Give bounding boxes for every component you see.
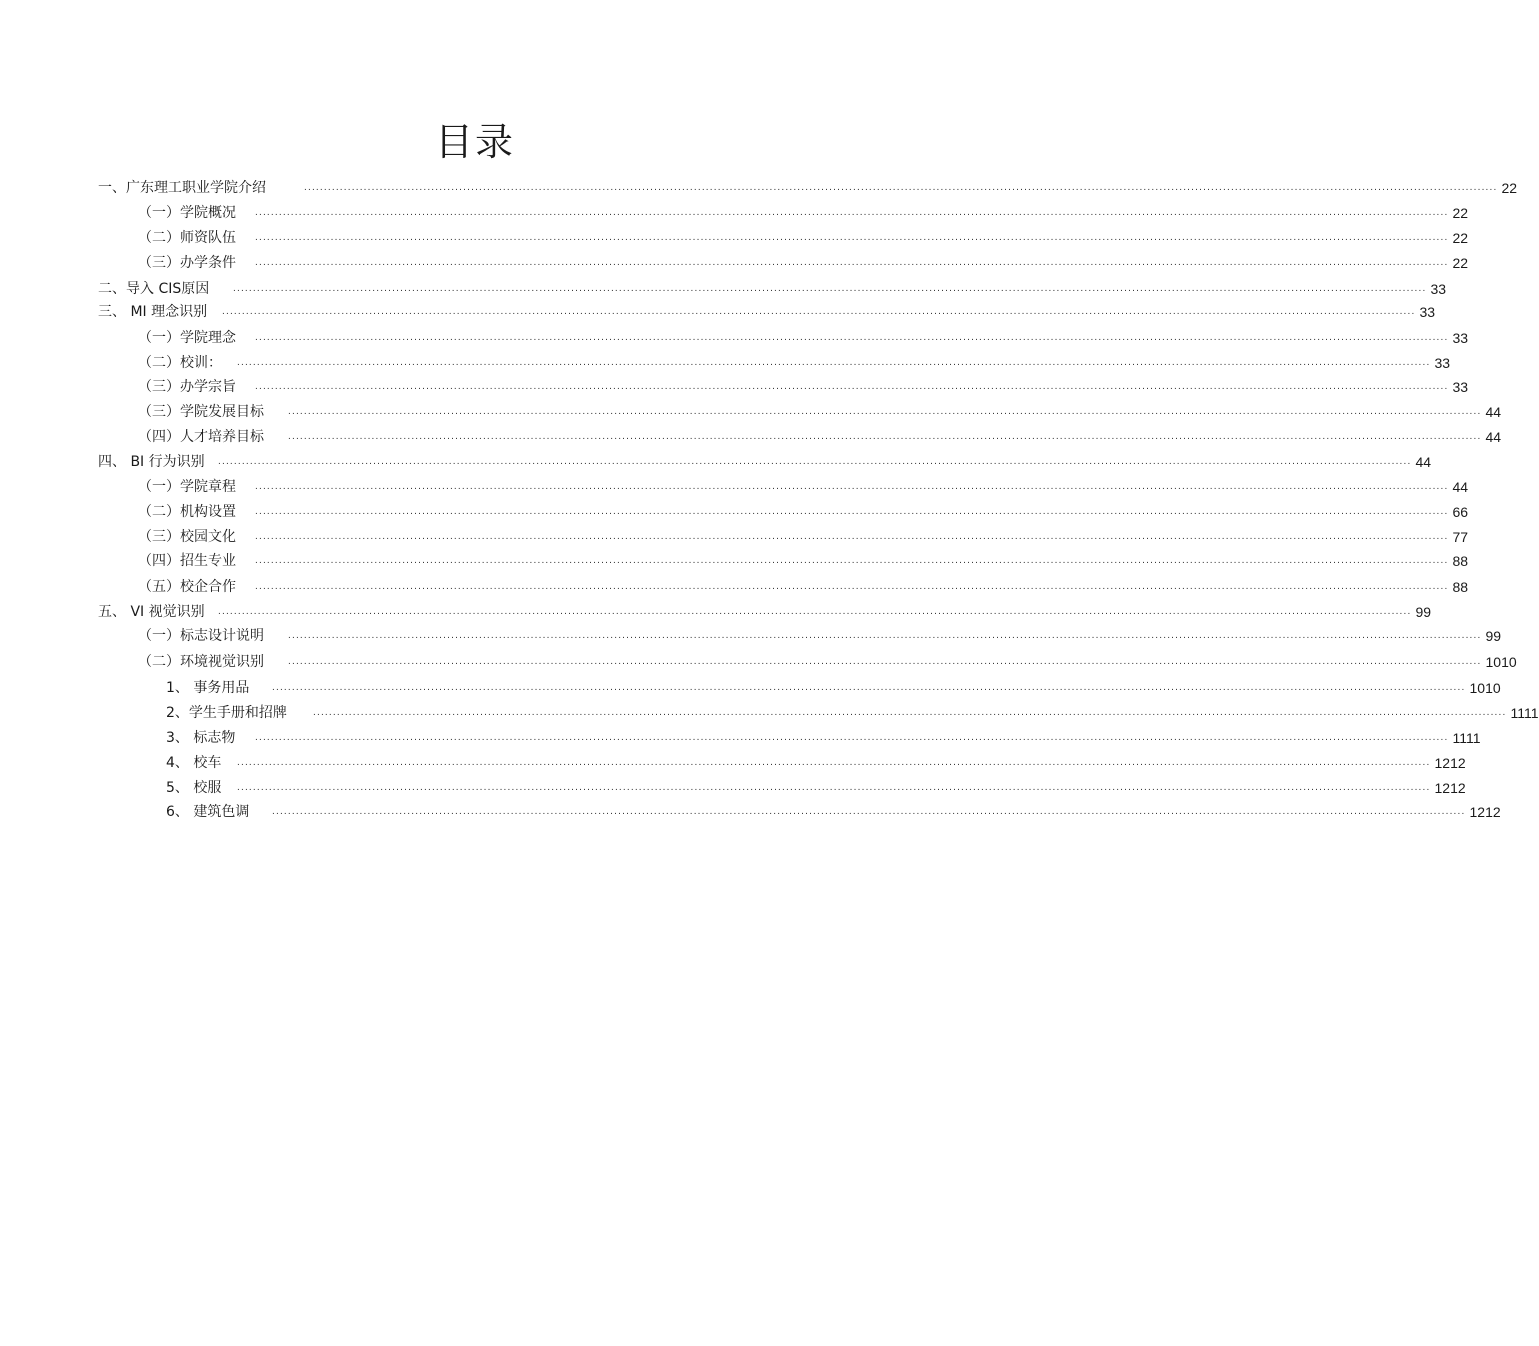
toc-entry-page: 33 <box>1430 281 1447 297</box>
toc-leader: ............................................................................................................................................................................................................................................................................................................ <box>288 431 1482 442</box>
toc-leader: ............................................................................................................................................................................................................................................................................................................ <box>237 782 1431 793</box>
toc-entry[interactable] <box>138 576 1469 598</box>
toc-entry-label: （二）环境视觉识别 <box>138 654 264 670</box>
toc-entry-label: 二、导入 CIS原因 <box>98 281 210 297</box>
toc-entry-label: （一）学院理念 <box>138 330 236 346</box>
toc-leader: ............................................................................................................................................................................................................................................................................................................ <box>218 456 1412 467</box>
toc-entry-page: 44 <box>1485 404 1502 420</box>
toc-entry-page: 44 <box>1485 429 1502 445</box>
toc-entry-page: 22 <box>1452 205 1469 221</box>
toc-entry-label: （四）人才培养目标 <box>138 429 264 445</box>
toc-leader: ............................................................................................................................................................................................................................................................................................................ <box>272 682 1466 693</box>
toc-leader: ............................................................................................................................................................................................................................................................................................................ <box>255 531 1449 542</box>
toc-entry[interactable] <box>138 526 1469 548</box>
toc-entry-label: （三）校园文化 <box>138 529 236 545</box>
toc-leader: ............................................................................................................................................................................................................................................................................................................ <box>255 332 1449 343</box>
toc-entry-page: 33 <box>1419 304 1436 320</box>
toc-entry-label: 3、 标志物 <box>166 730 236 746</box>
toc-entry-label: （五）校企合作 <box>138 579 236 595</box>
toc-entry-page: 1111 <box>1452 730 1481 746</box>
toc-entry-label: 五、 VI 视觉识别 <box>98 604 205 620</box>
toc-entry-label: （二）机构设置 <box>138 504 236 520</box>
toc-entry-page: 88 <box>1452 579 1469 595</box>
toc-entry[interactable] <box>138 327 1469 349</box>
toc-title: 目录 <box>434 120 515 164</box>
toc-leader: ............................................................................................................................................................................................................................................................................................................ <box>233 283 1427 294</box>
toc-entry[interactable] <box>98 301 1436 323</box>
toc-entry-label: （三）办学宗旨 <box>138 379 236 395</box>
toc-entry-label: （二）师资队伍 <box>138 230 236 246</box>
toc-entry[interactable] <box>138 550 1469 572</box>
toc-entry-label: 一、广东理工职业学院介绍 <box>98 180 266 196</box>
toc-entry-page: 44 <box>1452 479 1469 495</box>
toc-leader: ............................................................................................................................................................................................................................................................................................................ <box>237 357 1431 368</box>
toc-leader: ............................................................................................................................................................................................................................................................................................................ <box>255 581 1449 592</box>
toc-entry-page: 1212 <box>1469 804 1501 820</box>
toc-entry-page: 88 <box>1452 553 1469 569</box>
toc-entry[interactable] <box>166 677 1501 699</box>
toc-entry[interactable] <box>138 227 1469 249</box>
toc-leader: ............................................................................................................................................................................................................................................................................................................ <box>237 757 1431 768</box>
toc-entry-page: 66 <box>1452 504 1469 520</box>
toc-entry-page: 33 <box>1434 355 1451 371</box>
toc-leader: ............................................................................................................................................................................................................................................................................................................ <box>255 232 1449 243</box>
toc-leader: ............................................................................................................................................................................................................................................................................................................ <box>255 506 1449 517</box>
toc-entry[interactable] <box>138 476 1469 498</box>
toc-entry-page: 44 <box>1415 454 1432 470</box>
toc-entry-label: 6、 建筑色调 <box>166 804 250 820</box>
toc-entry-label: （一）标志设计说明 <box>138 628 264 644</box>
toc-entry[interactable] <box>138 501 1469 523</box>
toc-entry-page: 22 <box>1452 255 1469 271</box>
toc-leader: ............................................................................................................................................................................................................................................................................................................ <box>272 806 1466 817</box>
toc-entry[interactable] <box>166 702 1539 724</box>
toc-entry-page: 1111 <box>1510 705 1539 721</box>
toc-entry-page: 1010 <box>1485 654 1517 670</box>
toc-entry-page: 77 <box>1452 529 1469 545</box>
toc-leader: ............................................................................................................................................................................................................................................................................................................ <box>288 656 1482 667</box>
toc-entry[interactable] <box>138 651 1517 673</box>
toc-leader: ............................................................................................................................................................................................................................................................................................................ <box>222 306 1416 317</box>
toc-entry-label: 三、 MI 理念识别 <box>98 304 208 320</box>
toc-entry[interactable] <box>138 252 1469 274</box>
toc-entry[interactable] <box>166 777 1466 799</box>
toc-entry[interactable] <box>166 727 1481 749</box>
toc-leader: ............................................................................................................................................................................................................................................................................................................ <box>255 257 1449 268</box>
toc-entry[interactable] <box>138 352 1451 374</box>
toc-entry[interactable] <box>98 601 1432 623</box>
toc-entry[interactable] <box>138 426 1502 448</box>
toc-entry-page: 22 <box>1501 180 1518 196</box>
toc-leader: ............................................................................................................................................................................................................................................................................................................ <box>218 606 1412 617</box>
toc-entry-label: （四）招生专业 <box>138 553 236 569</box>
toc-leader: ............................................................................................................................................................................................................................................................................................................ <box>255 481 1449 492</box>
toc-entry-page: 99 <box>1415 604 1432 620</box>
toc-entry[interactable] <box>98 451 1432 473</box>
toc-entry-label: （二）校训： <box>138 355 222 371</box>
toc-leader: ............................................................................................................................................................................................................................................................................................................ <box>255 555 1449 566</box>
toc-entry[interactable] <box>138 401 1502 423</box>
toc-entry-page: 99 <box>1485 628 1502 644</box>
toc-entry[interactable] <box>166 801 1501 823</box>
toc-leader: ............................................................................................................................................................................................................................................................................................................ <box>255 381 1449 392</box>
toc-entry-page: 1010 <box>1469 680 1501 696</box>
toc-entry-page: 22 <box>1452 230 1469 246</box>
toc-entry[interactable] <box>98 278 1447 300</box>
toc-leader: ............................................................................................................................................................................................................................................................................................................ <box>304 182 1498 193</box>
toc-leader: ............................................................................................................................................................................................................................................................................................................ <box>255 732 1449 743</box>
toc-entry-label: 四、 BI 行为识别 <box>98 454 205 470</box>
toc-entry-label: （一）学院章程 <box>138 479 236 495</box>
toc-leader: ............................................................................................................................................................................................................................................................................................................ <box>255 207 1449 218</box>
toc-entry-page: 33 <box>1452 330 1469 346</box>
toc-entry-page: 1212 <box>1434 755 1466 771</box>
toc-entry[interactable] <box>138 376 1469 398</box>
toc-entry[interactable] <box>138 202 1469 224</box>
toc-leader: ............................................................................................................................................................................................................................................................................................................ <box>288 406 1482 417</box>
toc-entry-label: 4、 校车 <box>166 755 222 771</box>
toc-entry-label: 2、学生手册和招牌 <box>166 705 287 721</box>
toc-entry-page: 33 <box>1452 379 1469 395</box>
toc-entry-label: 5、 校服 <box>166 780 222 796</box>
toc-entry[interactable] <box>138 625 1502 647</box>
toc-entry-page: 1212 <box>1434 780 1466 796</box>
toc-entry-label: （一）学院概况 <box>138 205 236 221</box>
toc-leader: ............................................................................................................................................................................................................................................................................................................ <box>313 707 1507 718</box>
toc-entry-label: 1、 事务用品 <box>166 680 250 696</box>
toc-entry-label: （三）学院发展目标 <box>138 404 264 420</box>
toc-entry[interactable] <box>98 177 1518 199</box>
toc-entry-label: （三）办学条件 <box>138 255 236 271</box>
toc-leader: ............................................................................................................................................................................................................................................................................................................ <box>288 630 1482 641</box>
toc-entry[interactable] <box>166 752 1466 774</box>
